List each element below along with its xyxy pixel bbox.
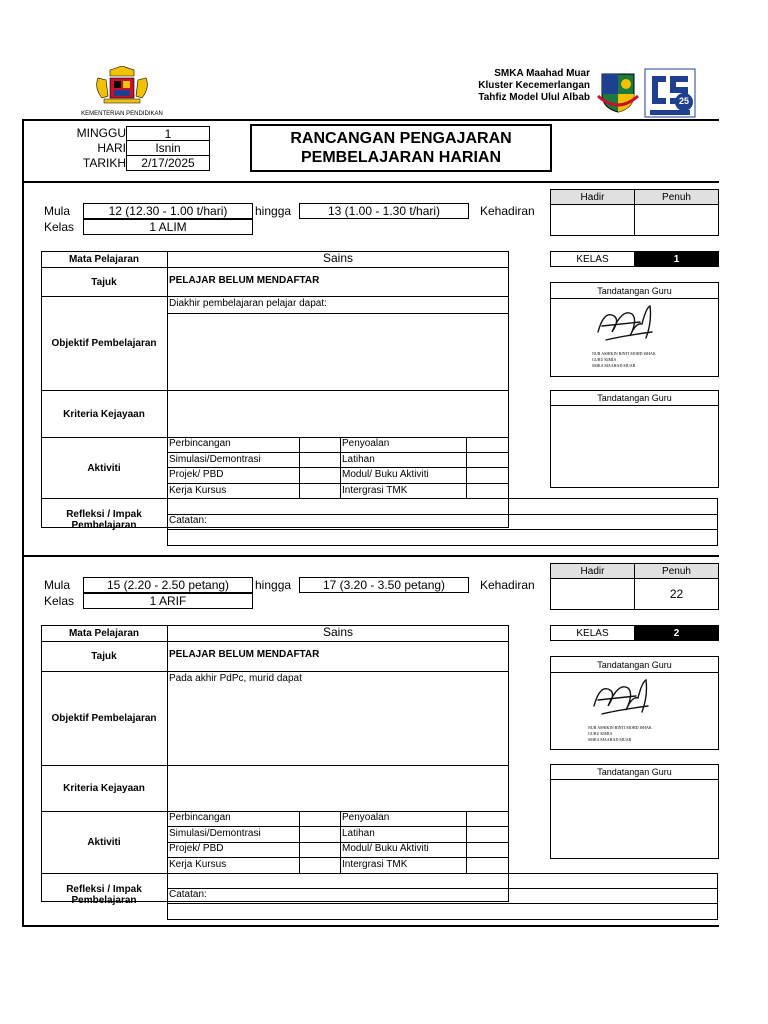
activity-item[interactable]: Latihan <box>342 454 375 465</box>
activity-item[interactable]: Simulasi/Demontrasi <box>169 828 261 839</box>
activity-item[interactable]: Modul/ Buku Aktiviti <box>342 843 429 854</box>
refleksi-label <box>41 509 167 531</box>
activity-item[interactable]: Modul/ Buku Aktiviti <box>342 469 429 480</box>
kriteria-label: Kriteria Kejayaan <box>63 783 145 794</box>
kehadiran-label: Kehadiran <box>480 204 535 218</box>
kelas-header: KELAS <box>550 625 635 641</box>
kehadiran-label: Kehadiran <box>480 578 535 592</box>
hadir-value[interactable] <box>550 204 635 236</box>
mula-value[interactable]: 12 (12.30 - 1.00 t/hari) <box>83 203 253 219</box>
penuh-value[interactable] <box>634 204 719 236</box>
activity-item[interactable]: Projek/ PBD <box>169 843 224 854</box>
kelas-value[interactable]: 1 ARIF <box>83 593 253 609</box>
refleksi-label-line1: Refleksi / Impak <box>66 509 142 520</box>
mula-value[interactable]: 15 (2.20 - 2.50 petang) <box>83 577 253 593</box>
signature-icon <box>588 676 658 720</box>
activity-item[interactable]: Simulasi/Demontrasi <box>169 454 261 465</box>
signature-caption-line: SMKA MAAHAD MUAR <box>588 737 632 742</box>
activity-item[interactable]: Penyoalan <box>342 438 390 449</box>
hingga-value[interactable]: 17 (3.20 - 3.50 petang) <box>299 577 469 593</box>
objektif-label: Objektif Pembelajaran <box>51 338 157 349</box>
signature-box-label: Tandatangan Guru <box>597 392 672 403</box>
kriteria-label: Kriteria Kejayaan <box>63 408 145 420</box>
objektif-value[interactable]: Pada akhir PdPc, murid dapat <box>169 673 302 684</box>
teacher-signature <box>588 676 678 746</box>
aktiviti-label: Aktiviti <box>87 837 121 848</box>
kelas-value[interactable]: 1 ALIM <box>83 219 253 235</box>
page-title-line1: RANCANGAN PENGAJARAN <box>290 130 512 147</box>
subject-value[interactable]: Sains <box>322 625 354 639</box>
mata-pelajaran-label: Mata Pelajaran <box>68 254 140 265</box>
activity-item[interactable]: Latihan <box>342 828 375 839</box>
signature-box-label: Tandatangan Guru <box>597 285 672 296</box>
penuh-value[interactable]: 22 <box>634 578 719 610</box>
program-badge <box>644 68 696 118</box>
kelas-label: Kelas <box>44 594 75 608</box>
penuh-header: Penuh <box>634 563 719 579</box>
hingga-label: hingga <box>255 578 292 592</box>
refleksi-label-line2: Pembelajaran <box>71 520 137 531</box>
hingga-value[interactable]: 13 (1.00 - 1.30 t/hari) <box>299 203 469 219</box>
jata-negara-icon <box>80 66 164 106</box>
activity-item[interactable]: Projek/ PBD <box>169 469 224 480</box>
school-name-block <box>430 68 590 104</box>
objektif-label: Objektif Pembelajaran <box>51 713 157 724</box>
tarikh-label: TARIKH <box>82 156 126 170</box>
signature-caption-line: NUR ASHIKIN BINTI MOHD ISHAK <box>592 351 656 356</box>
hadir-value[interactable] <box>550 578 635 610</box>
hadir-header: Hadir <box>550 563 635 579</box>
signature-box-label: Tandatangan Guru <box>597 766 672 777</box>
activity-item[interactable]: Kerja Kursus <box>169 859 227 870</box>
hari-label: HARI <box>97 141 126 155</box>
page-title-line2: PEMBELAJARAN HARIAN <box>300 149 501 166</box>
hari-value[interactable]: Isnin <box>126 140 210 156</box>
school-program: Tahfiz Model Ulul Albab <box>478 92 590 103</box>
page-title <box>250 124 552 172</box>
subject-value[interactable]: Sains <box>322 251 354 265</box>
signature-caption-line: GURU KIMIA <box>588 731 613 736</box>
tajuk-label: Tajuk <box>91 276 117 288</box>
signature-caption-line: SMKA MAAHAD MUAR <box>592 363 636 368</box>
signature-caption-line: NUR ASHIKIN BINTI MOHD ISHAK <box>588 725 652 730</box>
program-badge-icon <box>644 68 696 118</box>
mata-pelajaran-label: Mata Pelajaran <box>68 628 140 639</box>
refleksi-label-line2: Pembelajaran <box>71 895 137 906</box>
hingga-label: hingga <box>255 204 292 218</box>
objektif-value[interactable]: Diakhir pembelajaran pelajar dapat: <box>169 298 327 309</box>
school-name: SMKA Maahad Muar <box>494 68 590 79</box>
signature-caption-line: GURU KIMIA <box>592 357 617 362</box>
activity-item[interactable]: Penyoalan <box>342 812 390 823</box>
catatan-label: Catatan: <box>169 889 207 900</box>
ministry-label: KEMENTERIAN PENDIDIKAN <box>81 111 163 117</box>
kelas-label: Kelas <box>44 220 75 234</box>
minggu-label: MINGGU <box>76 126 126 140</box>
signature-icon <box>592 302 662 346</box>
penuh-header: Penuh <box>634 189 719 205</box>
activity-item[interactable]: Perbincangan <box>169 438 231 449</box>
signature-box-label: Tandatangan Guru <box>597 659 672 670</box>
hadir-header: Hadir <box>550 189 635 205</box>
tarikh-value[interactable]: 2/17/2025 <box>126 155 210 171</box>
teacher-signature <box>592 302 682 372</box>
school-cluster: Kluster Kecemerlangan <box>478 80 590 91</box>
refleksi-label <box>41 884 167 906</box>
school-crest <box>596 68 640 114</box>
ministry-logo <box>80 66 164 118</box>
tajuk-value[interactable]: PELAJAR BELUM MENDAFTAR <box>169 275 320 286</box>
mula-label: Mula <box>44 204 71 218</box>
minggu-value[interactable]: 1 <box>126 126 210 141</box>
tajuk-value[interactable]: PELAJAR BELUM MENDAFTAR <box>169 649 320 660</box>
tajuk-label: Tajuk <box>91 651 117 662</box>
kelas-header: KELAS <box>550 251 635 267</box>
catatan-label: Catatan: <box>169 515 207 526</box>
activity-item[interactable]: Intergrasi TMK <box>342 485 408 496</box>
mula-label: Mula <box>44 578 71 592</box>
kelas-number: 1 <box>634 251 719 267</box>
refleksi-label-line1: Refleksi / Impak <box>66 884 142 895</box>
activity-item[interactable]: Kerja Kursus <box>169 485 227 496</box>
program-badge-number: 25 <box>678 96 689 106</box>
kelas-number: 2 <box>634 625 719 641</box>
activity-item[interactable]: Perbincangan <box>169 812 231 823</box>
school-crest-icon <box>596 68 640 114</box>
activity-item[interactable]: Intergrasi TMK <box>342 859 408 870</box>
aktiviti-label: Aktiviti <box>87 462 121 474</box>
